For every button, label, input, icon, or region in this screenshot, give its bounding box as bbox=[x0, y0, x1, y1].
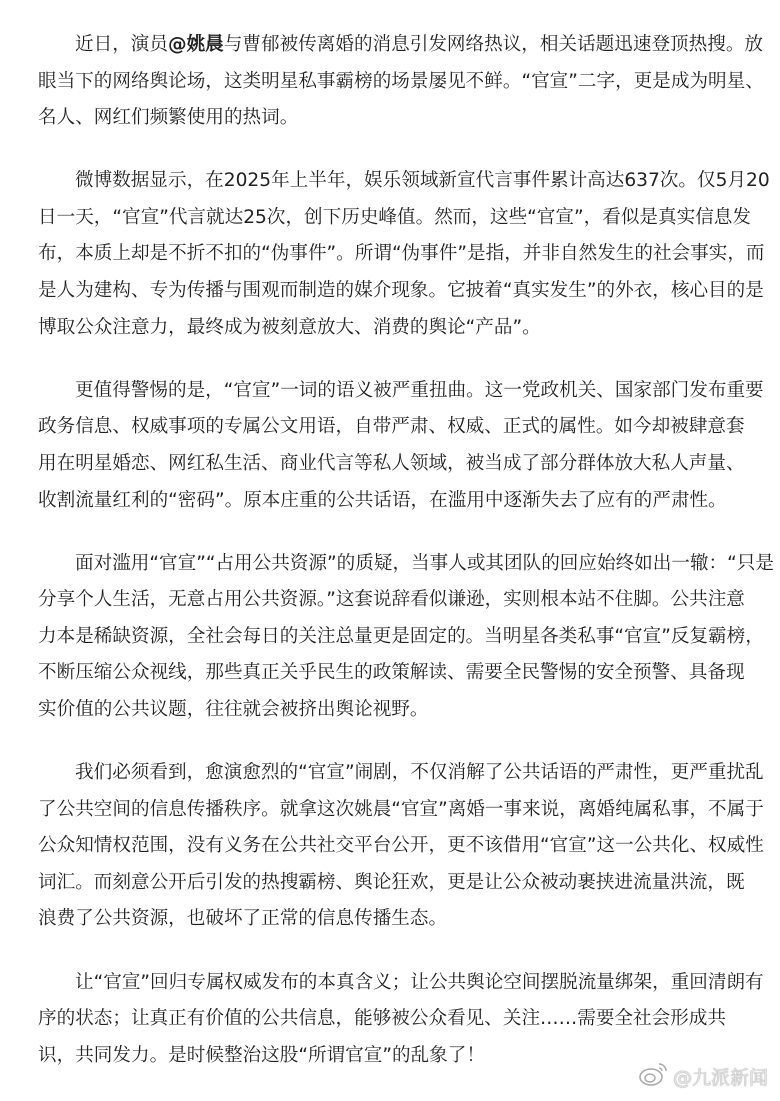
text-line: 日一天，“官宣”代言就达25次，创下历史峰值。然而，这些“官宣”，看似是真实信息发 bbox=[38, 206, 751, 228]
text-line: 政务信息、权威事项的专属公文用语，自带严肃、权威、正式的属性。如今却被肆意套 bbox=[38, 416, 745, 438]
text-line: 力本是稀缺资源，全社会每日的关注总量更是固定的。当明星各类私事“官宣”反复霸榜， bbox=[38, 625, 764, 647]
article-body bbox=[38, 27, 774, 1101]
text-line: 近日，演员@姚晨与曹郁被传离婚的消息引发网络热议，相关话题迅速登顶热搜。放 bbox=[75, 34, 764, 55]
text-line: 布，本质上却是不折不扣的“伪事件”。所谓“伪事件”是指，并非自然发生的社会事实，而 bbox=[38, 243, 765, 265]
text-line: 我们必须看到，愈演愈烈的“官宣”闹剧，不仅消解了公共话语的严肃性，更严重扰乱 bbox=[75, 762, 764, 784]
text-line: 了公共空间的信息传播秩序。就拿这次姚晨“官宣”离婚一事来说，离婚纯属私事，不属于 bbox=[38, 798, 764, 820]
paragraph bbox=[38, 965, 764, 1075]
text-line: 名人、网红们频繁使用的热词。 bbox=[38, 107, 299, 129]
paragraph bbox=[38, 27, 764, 137]
text-line: 识，共同发力。是时候整治这股“所谓官宣”的乱象了！ bbox=[38, 1044, 485, 1066]
text-line: 用在明星婚恋、网红私生活、商业代言等私人领域，被当成了部分群体放大私人声量、 bbox=[38, 452, 745, 474]
paragraph bbox=[38, 755, 764, 938]
text-line: 收割流量红利的“密码”。原本庄重的公共话语，在滥用中逐渐失去了应有的严肃性。 bbox=[38, 489, 727, 511]
text-line: 不断压缩公众视线，那些真正关乎民生的政策解读、需要全民警惕的安全预警、具备现 bbox=[38, 662, 745, 684]
text-line: 公众知情权范围，没有义务在公共社交平台公开，更不该借用“官宣”这一公共化、权威性 bbox=[38, 835, 764, 857]
text-line: 分享个人生活，无意占用公共资源。”这套说辞看似谦逊，实则根本站不住脚。公共注意 bbox=[38, 589, 745, 611]
paragraph bbox=[38, 373, 764, 519]
user-mention-link[interactable]: @姚晨 bbox=[167, 34, 224, 55]
watermark-text: @九派新闻 bbox=[672, 1067, 768, 1089]
text-line: 词汇。而刻意公开后引发的热搜霸榜、舆论狂欢，更是让公众被动裹挟进流量洪流，既 bbox=[38, 871, 745, 893]
paragraph bbox=[38, 163, 770, 346]
text-line: 浪费了公共资源，也破坏了正常的信息传播生态。 bbox=[38, 908, 448, 930]
paragraph bbox=[38, 546, 774, 729]
text-line: 微博数据显示，在2025年上半年，娱乐领域新宣代言事件累计高达637次。仅5月20 bbox=[75, 170, 770, 192]
text-line: 是人为建构、专为传播与围观而制造的媒介现象。它披着“真实发生”的外衣，核心目的是 bbox=[38, 280, 764, 302]
text-line: 眼当下的网络舆论场，这类明星私事霸榜的场景屡见不鲜。“官宣”二字，更是成为明星、 bbox=[38, 70, 764, 92]
weibo-logo-icon bbox=[639, 1061, 669, 1092]
text-line: 让“官宣”回归专属权威发布的本真含义；让公共舆论空间摆脱流量绑架，重回清朗有 bbox=[75, 971, 764, 993]
text-line: 实价值的公共议题，往往就会被挤出舆论视野。 bbox=[38, 699, 429, 720]
text-line: 序的状态；让真正有价值的公共信息，能够被公众看见、关注……需要全社会形成共 bbox=[38, 1008, 726, 1030]
text-line: 面对滥用“官宣”“占用公共资源”的质疑，当事人或其团队的回应始终如出一辙：“只是 bbox=[75, 552, 774, 574]
text-line: 博取公众注意力，最终成为被刻意放大、消费的舆论“产品”。 bbox=[38, 316, 541, 338]
text-line: 更值得警惕的是，“官宣”一词的语义被严重扭曲。这一党政机关、国家部门发布重要 bbox=[75, 379, 764, 401]
watermark bbox=[639, 1061, 768, 1092]
